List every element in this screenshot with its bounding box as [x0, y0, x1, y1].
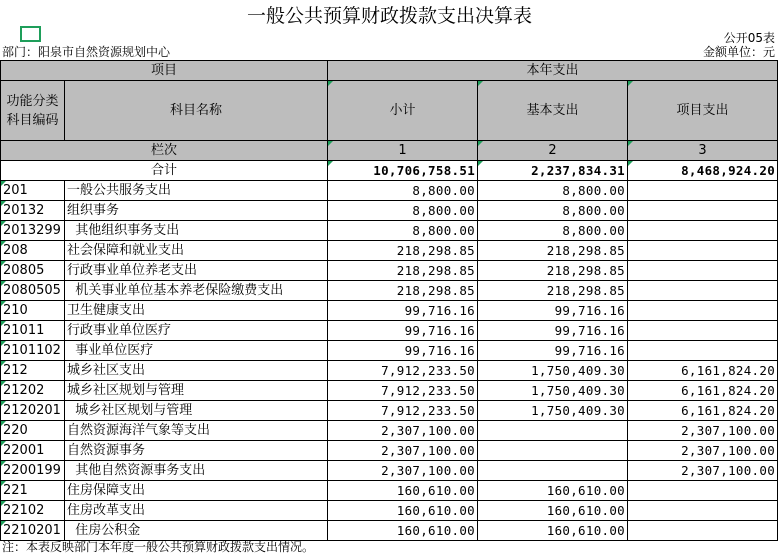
table-row — [1, 501, 778, 521]
name-cell[interactable]: 其他自然资源事务支出 — [65, 461, 328, 481]
form-number: 公开05表 — [723, 31, 775, 45]
table-row — [1, 341, 778, 361]
name-cell[interactable]: 自然资源海洋气象等支出 — [65, 421, 328, 441]
footnote: 注：本表反映部门本年度一般公共预算财政拨款支出情况。 — [2, 540, 315, 554]
table-row — [1, 221, 778, 241]
header-basic[interactable]: 基本支出 — [478, 81, 628, 141]
basic-cell[interactable]: 8,800.00 — [478, 201, 628, 221]
table-row — [1, 421, 778, 441]
code-cell[interactable]: 20805 — [1, 261, 65, 281]
code-cell[interactable]: 221 — [1, 481, 65, 501]
basic-cell[interactable]: 218,298.85 — [478, 241, 628, 261]
project-cell[interactable] — [628, 341, 778, 361]
project-cell[interactable] — [628, 481, 778, 501]
basic-cell[interactable] — [478, 461, 628, 481]
subtotal-cell[interactable]: 218,298.85 — [328, 241, 478, 261]
code-cell[interactable]: 2120201 — [1, 401, 65, 421]
code-cell[interactable]: 212 — [1, 361, 65, 381]
name-cell[interactable]: 城乡社区规划与管理 — [65, 381, 328, 401]
header-subtotal[interactable]: 小计 — [328, 81, 478, 141]
header-this-year[interactable]: 本年支出 — [328, 61, 778, 81]
code-cell[interactable]: 2200199 — [1, 461, 65, 481]
table-row — [1, 401, 778, 421]
name-cell[interactable]: 组织事务 — [65, 201, 328, 221]
name-cell[interactable]: 住房保障支出 — [65, 481, 328, 501]
total-project[interactable]: 8,468,924.20 — [628, 161, 778, 181]
subtotal-cell[interactable]: 8,800.00 — [328, 181, 478, 201]
table-row — [1, 461, 778, 481]
name-cell[interactable]: 行政事业单位养老支出 — [65, 261, 328, 281]
name-cell[interactable]: 行政事业单位医疗 — [65, 321, 328, 341]
subtotal-cell[interactable]: 218,298.85 — [328, 261, 478, 281]
project-cell[interactable]: 2,307,100.00 — [628, 421, 778, 441]
subtotal-cell[interactable]: 7,912,233.50 — [328, 401, 478, 421]
subtotal-cell[interactable]: 218,298.85 — [328, 281, 478, 301]
table-row — [1, 301, 778, 321]
name-cell[interactable]: 事业单位医疗 — [65, 341, 328, 361]
project-cell[interactable] — [628, 221, 778, 241]
subtotal-cell[interactable]: 2,307,100.00 — [328, 441, 478, 461]
project-cell[interactable] — [628, 241, 778, 261]
name-cell[interactable]: 住房改革支出 — [65, 501, 328, 521]
header-code[interactable] — [1, 81, 65, 141]
basic-cell[interactable]: 160,610.00 — [478, 481, 628, 501]
header-col1[interactable]: 1 — [328, 141, 478, 161]
subtotal-cell[interactable]: 160,610.00 — [328, 481, 478, 501]
basic-cell[interactable]: 8,800.00 — [478, 221, 628, 241]
basic-cell[interactable]: 160,610.00 — [478, 521, 628, 541]
code-cell[interactable]: 208 — [1, 241, 65, 261]
total-subtotal[interactable]: 10,706,758.51 — [328, 161, 478, 181]
project-cell[interactable]: 6,161,824.20 — [628, 381, 778, 401]
subtotal-cell[interactable]: 160,610.00 — [328, 501, 478, 521]
project-cell[interactable] — [628, 281, 778, 301]
subtotal-cell[interactable]: 2,307,100.00 — [328, 461, 478, 481]
name-cell[interactable]: 卫生健康支出 — [65, 301, 328, 321]
name-cell[interactable]: 城乡社区支出 — [65, 361, 328, 381]
table-row — [1, 201, 778, 221]
project-cell[interactable]: 2,307,100.00 — [628, 461, 778, 481]
basic-cell[interactable] — [478, 441, 628, 461]
basic-cell[interactable]: 99,716.16 — [478, 321, 628, 341]
subtotal-cell[interactable]: 7,912,233.50 — [328, 361, 478, 381]
table-row — [1, 181, 778, 201]
subtotal-cell[interactable]: 99,716.16 — [328, 341, 478, 361]
project-cell[interactable] — [628, 501, 778, 521]
project-cell[interactable] — [628, 261, 778, 281]
project-cell[interactable]: 6,161,824.20 — [628, 361, 778, 381]
code-cell[interactable]: 201 — [1, 181, 65, 201]
basic-cell[interactable] — [478, 421, 628, 441]
table-row — [1, 321, 778, 341]
basic-cell[interactable]: 8,800.00 — [478, 181, 628, 201]
project-cell[interactable] — [628, 181, 778, 201]
subtotal-cell[interactable]: 2,307,100.00 — [328, 421, 478, 441]
name-cell[interactable]: 一般公共服务支出 — [65, 181, 328, 201]
header-project[interactable]: 项目支出 — [628, 81, 778, 141]
name-cell[interactable]: 其他组织事务支出 — [65, 221, 328, 241]
subtotal-cell[interactable]: 8,800.00 — [328, 201, 478, 221]
subtotal-cell[interactable]: 99,716.16 — [328, 301, 478, 321]
project-cell[interactable] — [628, 301, 778, 321]
code-cell[interactable]: 2210201 — [1, 521, 65, 541]
subtotal-cell[interactable]: 7,912,233.50 — [328, 381, 478, 401]
project-cell[interactable] — [628, 521, 778, 541]
project-cell[interactable]: 2,307,100.00 — [628, 441, 778, 461]
code-cell[interactable]: 2101102 — [1, 341, 65, 361]
table-row — [1, 441, 778, 461]
basic-cell[interactable]: 1,750,409.30 — [478, 381, 628, 401]
table-row — [1, 381, 778, 401]
project-cell[interactable] — [628, 201, 778, 221]
code-cell[interactable]: 22001 — [1, 441, 65, 461]
code-cell[interactable]: 21202 — [1, 381, 65, 401]
project-cell[interactable]: 6,161,824.20 — [628, 401, 778, 421]
header-subject-name[interactable]: 科目名称 — [65, 81, 328, 141]
header-col3[interactable]: 3 — [628, 141, 778, 161]
name-cell[interactable]: 社会保障和就业支出 — [65, 241, 328, 261]
basic-cell[interactable]: 1,750,409.30 — [478, 401, 628, 421]
basic-cell[interactable]: 218,298.85 — [478, 261, 628, 281]
table-row — [1, 361, 778, 381]
department-label: 部门：阳泉市自然资源规划中心 — [2, 45, 171, 59]
expenditure-table — [0, 60, 778, 541]
code-cell[interactable]: 20132 — [1, 201, 65, 221]
header-col2[interactable]: 2 — [478, 141, 628, 161]
code-cell[interactable]: 220 — [1, 421, 65, 441]
table-row — [1, 521, 778, 541]
subtotal-cell[interactable]: 160,610.00 — [328, 521, 478, 541]
total-basic[interactable]: 2,237,834.31 — [478, 161, 628, 181]
name-cell[interactable]: 自然资源事务 — [65, 441, 328, 461]
basic-cell[interactable]: 99,716.16 — [478, 341, 628, 361]
name-cell[interactable]: 机关事业单位基本养老保险缴费支出 — [65, 281, 328, 301]
subtotal-cell[interactable]: 99,716.16 — [328, 321, 478, 341]
basic-cell[interactable]: 160,610.00 — [478, 501, 628, 521]
unit-label: 金额单位：元 — [702, 45, 775, 59]
header-code-line1: 功能分类 — [6, 93, 59, 109]
name-cell[interactable]: 住房公积金 — [65, 521, 328, 541]
header-row-index[interactable]: 栏次 — [1, 141, 328, 161]
table-row — [1, 241, 778, 261]
code-cell[interactable]: 22102 — [1, 501, 65, 521]
total-label[interactable]: 合计 — [1, 161, 328, 181]
basic-cell[interactable]: 99,716.16 — [478, 301, 628, 321]
table-row — [1, 261, 778, 281]
code-cell[interactable]: 21011 — [1, 321, 65, 341]
basic-cell[interactable]: 218,298.85 — [478, 281, 628, 301]
name-cell[interactable]: 城乡社区规划与管理 — [65, 401, 328, 421]
active-cell-cursor[interactable] — [20, 26, 41, 42]
code-cell[interactable]: 2013299 — [1, 221, 65, 241]
report-title: 一般公共预算财政拨款支出决算表 — [246, 5, 532, 27]
header-code-line2: 科目编码 — [6, 112, 59, 128]
subtotal-cell[interactable]: 8,800.00 — [328, 221, 478, 241]
table-row — [1, 281, 778, 301]
project-cell[interactable] — [628, 321, 778, 341]
code-cell[interactable]: 2080505 — [1, 281, 65, 301]
table-row — [1, 481, 778, 501]
code-cell[interactable]: 210 — [1, 301, 65, 321]
header-item[interactable]: 项目 — [1, 61, 328, 81]
basic-cell[interactable]: 1,750,409.30 — [478, 361, 628, 381]
